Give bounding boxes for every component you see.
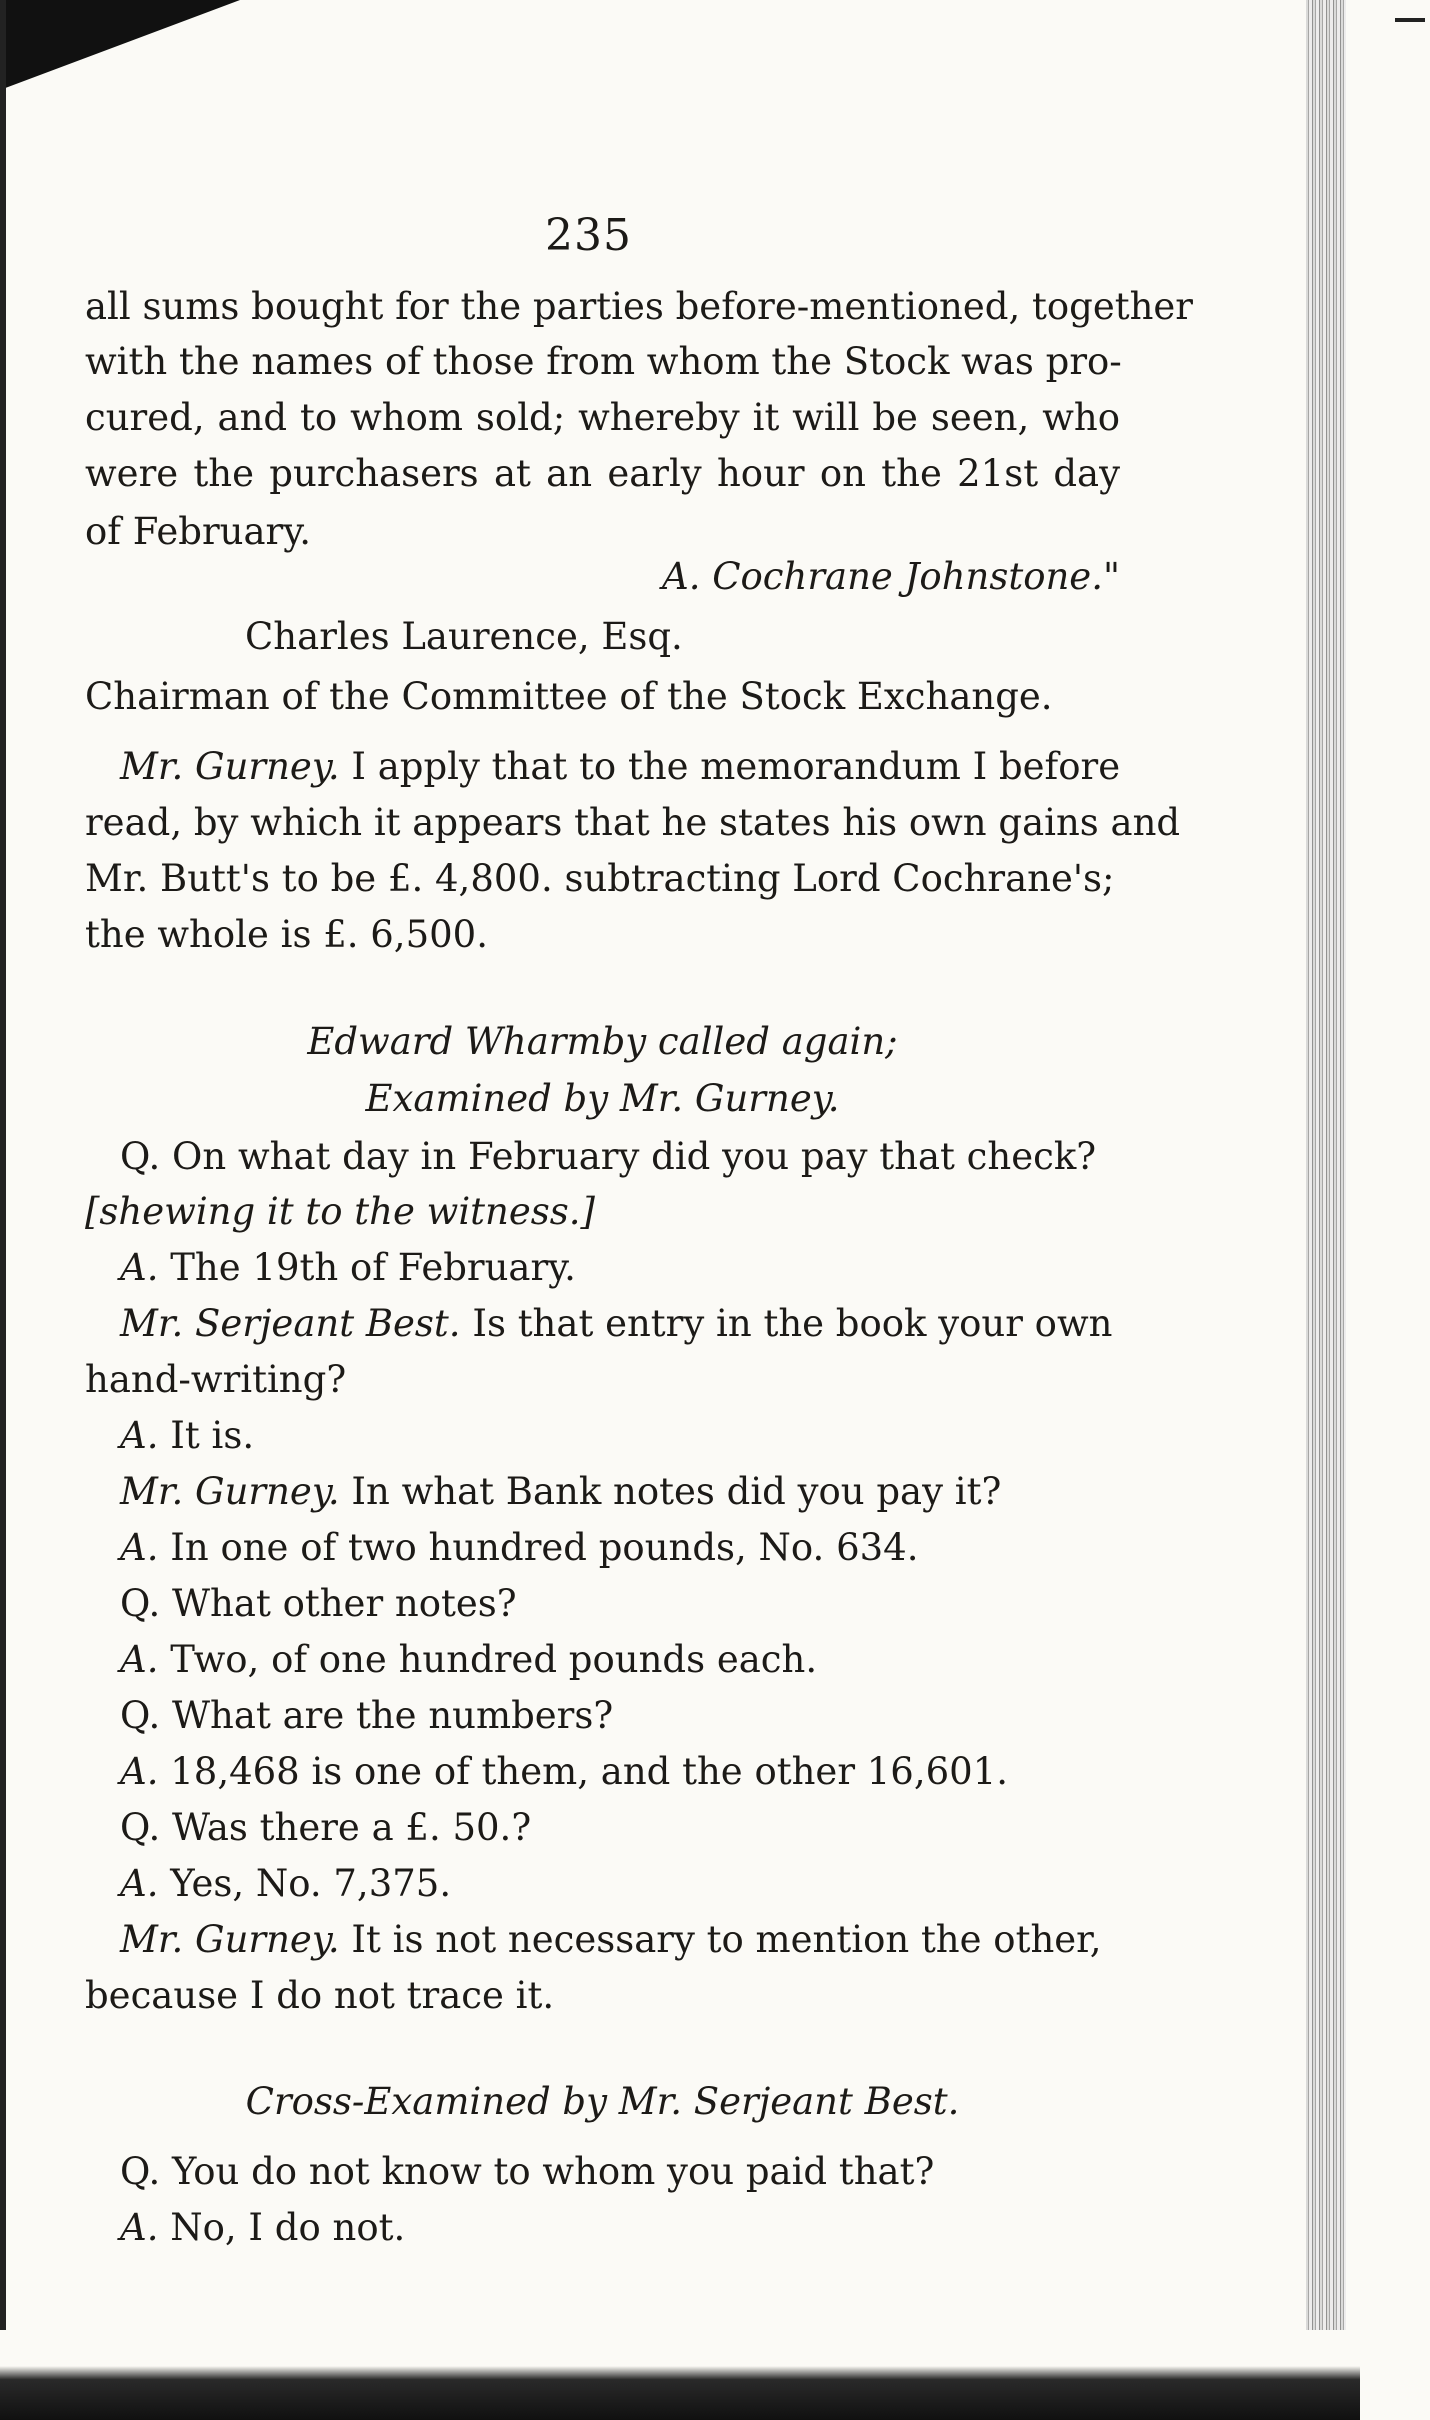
text-line: because I do not trace it.	[85, 1974, 555, 2017]
testimony-line: Q. What are the numbers?	[120, 1694, 614, 1737]
edge-mark	[1395, 18, 1425, 22]
text-line: cured, and to whom sold; whereby it will be seen, who	[85, 396, 1120, 439]
text-line: hand-writing?	[85, 1358, 347, 1401]
text-line: Mr. Butt's to be £. 4,800. subtracting Lord Cochrane's;	[85, 857, 1115, 900]
speaker-label: Mr. Gurney.	[120, 1918, 340, 1961]
signature-line: A. Cochrane Johnstone."	[661, 555, 1120, 598]
left-page-edge	[0, 0, 6, 2420]
speaker-label: Mr. Serjeant Best.	[120, 1302, 461, 1345]
section-heading: Cross-Examined by Mr. Serjeant Best.	[245, 2080, 960, 2123]
bottom-page-edge	[0, 2330, 1360, 2420]
testimony-line: A. The 19th of February.	[120, 1246, 576, 1289]
speaker-label: Mr. Gurney.	[120, 745, 340, 788]
speaker-label: Mr. Gurney.	[120, 1470, 340, 1513]
testimony-line: A. Two, of one hundred pounds each.	[120, 1638, 818, 1681]
testimony-line: A. No, I do not.	[120, 2206, 406, 2249]
text-line: all sums bought for the parties before-mentioned, together	[85, 285, 1193, 328]
testimony-line: Mr. Gurney. In what Bank notes did you pay it?	[120, 1470, 1002, 1513]
testimony-line: Mr. Serjeant Best. Is that entry in the book your own	[120, 1302, 1113, 1345]
testimony-line: A. 18,468 is one of them, and the other 16,601.	[120, 1750, 1008, 1793]
page-corner-shadow	[0, 0, 240, 90]
testimony-line: Mr. Gurney. I apply that to the memorandum I before	[120, 745, 1121, 788]
testimony-line: Q. Was there a £. 50.?	[120, 1806, 532, 1849]
addressee-name: Charles Laurence, Esq.	[245, 615, 683, 658]
text-line: of February.	[85, 510, 311, 553]
book-spine-edge	[1306, 0, 1346, 2420]
testimony-line: A. In one of two hundred pounds, No. 634.	[120, 1526, 919, 1569]
text-line: with the names of those from whom the Stock was pro-	[85, 340, 1122, 383]
testimony-line: A. It is.	[120, 1414, 255, 1457]
testimony-line: Q. What other notes?	[120, 1582, 517, 1625]
testimony-line: Mr. Gurney. It is not necessary to mention the other,	[120, 1918, 1102, 1961]
text-line: were the purchasers at an early hour on the 21st day	[85, 452, 1120, 495]
stage-direction: [shewing it to the witness.]	[85, 1190, 595, 1233]
text-line: read, by which it appears that he states his own gains and	[85, 801, 1181, 844]
section-subheading: Examined by Mr. Gurney.	[365, 1077, 840, 1120]
section-heading: Edward Wharmby called again;	[307, 1020, 898, 1063]
page-number: 235	[545, 210, 632, 261]
addressee-title: Chairman of the Committee of the Stock Exchange.	[85, 675, 1053, 718]
testimony-line: Q. On what day in February did you pay that check?	[120, 1135, 1097, 1178]
text-line: the whole is £. 6,500.	[85, 913, 488, 956]
testimony-line: A. Yes, No. 7,375.	[120, 1862, 452, 1905]
testimony-line: Q. You do not know to whom you paid that?	[120, 2150, 935, 2193]
